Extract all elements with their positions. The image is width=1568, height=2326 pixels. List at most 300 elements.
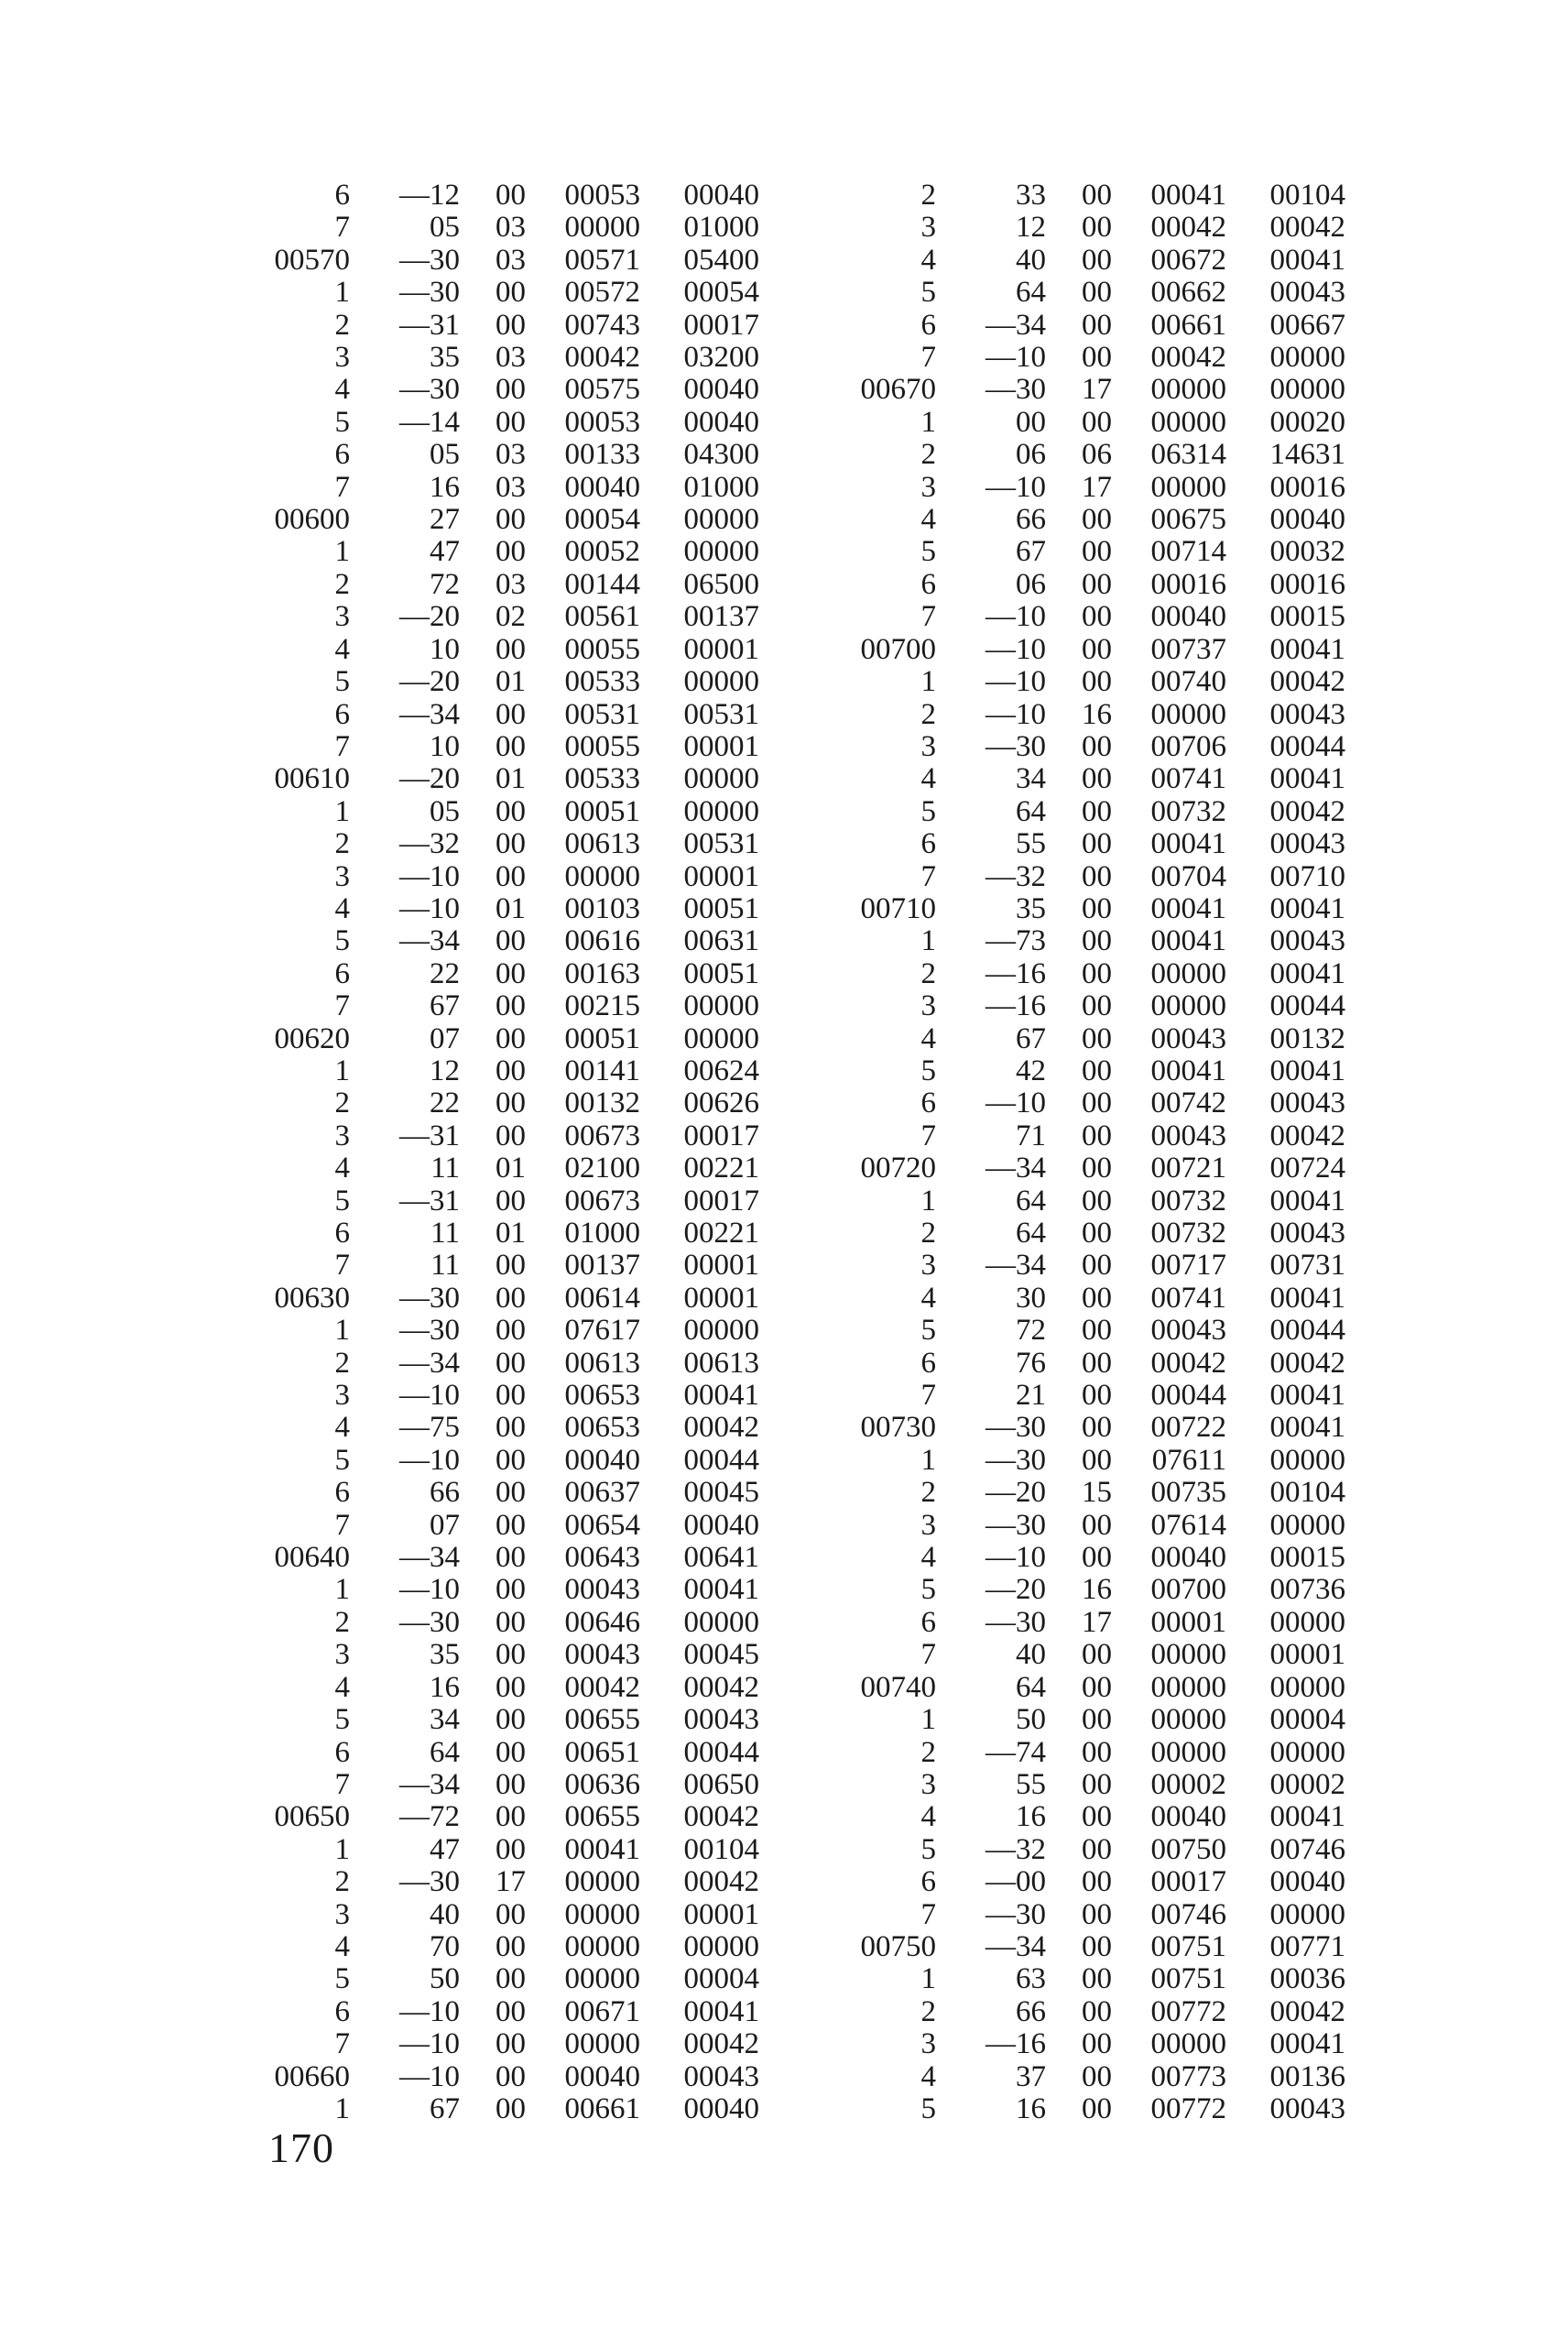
modifier-cell: 00 xyxy=(1082,1800,1112,1834)
operand-b-cell: 00044 xyxy=(683,1443,759,1477)
modifier-cell: 00 xyxy=(495,1800,526,1834)
opcode-cell: —10 xyxy=(985,1087,1046,1120)
opcode-cell: 37 xyxy=(1016,2059,1046,2093)
right-code-row xyxy=(833,1737,1345,1769)
opcode-cell: —73 xyxy=(985,924,1046,958)
operand-b-cell: 00000 xyxy=(683,1605,759,1639)
modifier-cell: 00 xyxy=(1082,2091,1112,2125)
left-code-row xyxy=(247,731,759,763)
address-cell: 6 xyxy=(920,1865,936,1899)
operand-a-cell: 00163 xyxy=(564,956,640,990)
modifier-cell: 00 xyxy=(1082,924,1112,958)
opcode-cell: —30 xyxy=(985,373,1046,407)
operand-b-cell: 00641 xyxy=(683,1541,759,1575)
right-code-row xyxy=(833,796,1345,828)
address-cell: 6 xyxy=(920,308,936,342)
right-code-row xyxy=(833,958,1345,990)
address-cell: 3 xyxy=(334,600,350,634)
operand-b-cell: 00104 xyxy=(1269,179,1345,212)
opcode-cell: 22 xyxy=(430,956,460,990)
address-cell: 3 xyxy=(920,729,936,763)
address-cell: 7 xyxy=(920,600,936,634)
operand-b-cell: 00043 xyxy=(1269,697,1345,731)
opcode-cell: —30 xyxy=(985,1508,1046,1542)
operand-a-cell: 00000 xyxy=(564,1865,640,1899)
opcode-cell: —14 xyxy=(399,405,460,439)
left-code-row xyxy=(247,1348,759,1380)
modifier-cell: 01 xyxy=(495,665,526,699)
operand-b-cell: 00040 xyxy=(1269,503,1345,537)
operand-b-cell: 00043 xyxy=(1269,827,1345,861)
modifier-cell: 00 xyxy=(495,1476,526,1510)
modifier-cell: 00 xyxy=(1082,729,1112,763)
address-cell: 00710 xyxy=(860,891,936,925)
right-code-row xyxy=(833,1185,1345,1218)
opcode-cell: —20 xyxy=(985,1476,1046,1510)
opcode-cell: —30 xyxy=(985,1411,1046,1445)
modifier-cell: 00 xyxy=(495,1638,526,1672)
opcode-cell: 11 xyxy=(430,1249,460,1283)
opcode-cell: 33 xyxy=(1016,179,1046,212)
operand-a-cell: 00041 xyxy=(1150,924,1226,958)
opcode-cell: —16 xyxy=(985,989,1046,1023)
left-code-row xyxy=(247,1218,759,1250)
operand-a-cell: 00053 xyxy=(564,179,640,212)
modifier-cell: 01 xyxy=(495,1217,526,1250)
operand-a-cell: 00054 xyxy=(564,503,640,537)
address-cell: 5 xyxy=(334,665,350,699)
left-code-row xyxy=(247,1315,759,1347)
address-cell: 2 xyxy=(334,567,350,601)
address-cell: 7 xyxy=(920,341,936,375)
left-code-row xyxy=(247,601,759,633)
right-code-row xyxy=(833,374,1345,406)
modifier-cell: 00 xyxy=(495,859,526,893)
modifier-cell: 00 xyxy=(495,2091,526,2125)
operand-b-cell: 00040 xyxy=(1269,1865,1345,1899)
operand-a-cell: 00706 xyxy=(1150,729,1226,763)
operand-b-cell: 00020 xyxy=(1269,405,1345,439)
opcode-cell: 11 xyxy=(430,1217,460,1250)
operand-b-cell: 00001 xyxy=(683,1249,759,1283)
operand-b-cell: 00000 xyxy=(683,1929,759,1963)
right-code-row xyxy=(833,2061,1345,2093)
left-code-row xyxy=(247,180,759,212)
modifier-cell: 00 xyxy=(1082,243,1112,277)
operand-a-cell: 00055 xyxy=(564,632,640,666)
opcode-cell: 67 xyxy=(430,2091,460,2125)
address-cell: 00570 xyxy=(274,243,350,277)
address-cell: 7 xyxy=(920,1897,936,1931)
address-cell: 3 xyxy=(334,1119,350,1152)
page-number: 170 xyxy=(268,2124,334,2171)
modifier-cell: 00 xyxy=(1082,1021,1112,1055)
opcode-cell: 71 xyxy=(1016,1119,1046,1152)
opcode-cell: 66 xyxy=(1016,503,1046,537)
operand-a-cell: 00000 xyxy=(564,211,640,245)
operand-b-cell: 00001 xyxy=(683,729,759,763)
opcode-cell: 16 xyxy=(430,470,460,504)
operand-a-cell: 00002 xyxy=(1150,1767,1226,1801)
operand-b-cell: 00040 xyxy=(683,179,759,212)
opcode-cell: 50 xyxy=(1016,1703,1046,1737)
operand-a-cell: 00051 xyxy=(564,1021,640,1055)
address-cell: 00610 xyxy=(274,762,350,796)
operand-a-cell: 00533 xyxy=(564,665,640,699)
operand-b-cell: 00746 xyxy=(1269,1832,1345,1866)
operand-b-cell: 00631 xyxy=(683,924,759,958)
left-code-row xyxy=(247,893,759,925)
modifier-cell: 17 xyxy=(1082,1605,1112,1639)
operand-a-cell: 00000 xyxy=(1150,1703,1226,1737)
operand-b-cell: 00044 xyxy=(1269,729,1345,763)
right-code-row xyxy=(833,407,1345,439)
modifier-cell: 00 xyxy=(1082,1638,1112,1672)
opcode-cell: 64 xyxy=(1016,276,1046,310)
operand-a-cell: 00561 xyxy=(564,600,640,634)
operand-a-cell: 00732 xyxy=(1150,1184,1226,1218)
right-code-row xyxy=(833,1801,1345,1833)
opcode-cell: —10 xyxy=(399,2059,460,2093)
address-cell: 7 xyxy=(334,729,350,763)
left-code-row xyxy=(247,1801,759,1833)
operand-b-cell: 00624 xyxy=(683,1054,759,1087)
address-cell: 5 xyxy=(920,1314,936,1348)
operand-b-cell: 00042 xyxy=(1269,1119,1345,1152)
operand-b-cell: 00043 xyxy=(1269,2091,1345,2125)
operand-b-cell: 00000 xyxy=(683,762,759,796)
opcode-cell: —12 xyxy=(399,179,460,212)
opcode-cell: 35 xyxy=(1016,891,1046,925)
operand-b-cell: 00004 xyxy=(683,1962,759,1996)
opcode-cell: 21 xyxy=(1016,1379,1046,1413)
left-code-row xyxy=(247,1899,759,1931)
operand-b-cell: 00000 xyxy=(683,794,759,828)
operand-b-cell: 00041 xyxy=(683,1994,759,2028)
opcode-cell: —16 xyxy=(985,2027,1046,2061)
operand-b-cell: 00000 xyxy=(683,665,759,699)
operand-a-cell: 00017 xyxy=(1150,1865,1226,1899)
operand-b-cell: 00040 xyxy=(683,2091,759,2125)
address-cell: 4 xyxy=(920,1021,936,1055)
right-code-row xyxy=(833,1055,1345,1087)
operand-b-cell: 00041 xyxy=(1269,632,1345,666)
modifier-cell: 00 xyxy=(1082,1379,1112,1413)
modifier-cell: 00 xyxy=(1082,1994,1112,2028)
right-code-row xyxy=(833,1704,1345,1736)
operand-b-cell: 00000 xyxy=(683,989,759,1023)
operand-b-cell: 00042 xyxy=(1269,665,1345,699)
left-code-row xyxy=(247,699,759,731)
operand-b-cell: 00221 xyxy=(683,1152,759,1185)
modifier-cell: 00 xyxy=(1082,2059,1112,2093)
operand-b-cell: 00041 xyxy=(1269,1411,1345,1445)
right-code-row xyxy=(833,439,1345,471)
left-code-row xyxy=(247,666,759,698)
modifier-cell: 00 xyxy=(1082,1832,1112,1866)
modifier-cell: 00 xyxy=(1082,276,1112,310)
opcode-cell: —10 xyxy=(985,470,1046,504)
address-cell: 1 xyxy=(920,405,936,439)
address-cell: 1 xyxy=(334,276,350,310)
modifier-cell: 00 xyxy=(1082,1962,1112,1996)
address-cell: 2 xyxy=(920,1735,936,1769)
right-code-row xyxy=(833,1769,1345,1801)
operand-b-cell: 00041 xyxy=(1269,1800,1345,1834)
address-cell: 5 xyxy=(334,1703,350,1737)
address-cell: 3 xyxy=(920,211,936,245)
address-cell: 2 xyxy=(334,1346,350,1380)
right-code-row xyxy=(833,861,1345,893)
modifier-cell: 00 xyxy=(495,405,526,439)
opcode-cell: 06 xyxy=(1016,438,1046,472)
opcode-cell: —20 xyxy=(985,1573,1046,1607)
operand-b-cell: 00132 xyxy=(1269,1021,1345,1055)
operand-a-cell: 00673 xyxy=(564,1119,640,1152)
opcode-cell: 06 xyxy=(1016,567,1046,601)
operand-b-cell: 00045 xyxy=(683,1638,759,1672)
left-code-row xyxy=(247,1931,759,1963)
left-code-row xyxy=(247,1737,759,1769)
right-code-row xyxy=(833,1574,1345,1606)
address-cell: 00620 xyxy=(274,1021,350,1055)
opcode-cell: 40 xyxy=(1016,1638,1046,1672)
operand-b-cell: 00044 xyxy=(1269,1314,1345,1348)
right-code-row xyxy=(833,666,1345,698)
operand-a-cell: 00613 xyxy=(564,1346,640,1380)
address-cell: 2 xyxy=(920,956,936,990)
opcode-cell: —20 xyxy=(399,762,460,796)
operand-a-cell: 00661 xyxy=(1150,308,1226,342)
opcode-cell: 40 xyxy=(1016,243,1046,277)
operand-a-cell: 00714 xyxy=(1150,535,1226,569)
right-code-row xyxy=(833,1866,1345,1898)
modifier-cell: 17 xyxy=(1082,470,1112,504)
operand-a-cell: 00673 xyxy=(564,1184,640,1218)
right-code-row xyxy=(833,1023,1345,1055)
address-cell: 00660 xyxy=(274,2059,350,2093)
operand-a-cell: 00746 xyxy=(1150,1897,1226,1931)
operand-a-cell: 00662 xyxy=(1150,276,1226,310)
left-code-row xyxy=(247,1574,759,1606)
operand-a-cell: 00651 xyxy=(564,1735,640,1769)
opcode-cell: —10 xyxy=(399,891,460,925)
left-code-row xyxy=(247,407,759,439)
modifier-cell: 00 xyxy=(495,1929,526,1963)
operand-a-cell: 00636 xyxy=(564,1767,640,1801)
modifier-cell: 16 xyxy=(1082,697,1112,731)
operand-a-cell: 00144 xyxy=(564,567,640,601)
operand-b-cell: 00041 xyxy=(1269,891,1345,925)
operand-b-cell: 00000 xyxy=(683,503,759,537)
opcode-cell: —72 xyxy=(399,1800,460,1834)
opcode-cell: —34 xyxy=(399,1346,460,1380)
operand-b-cell: 00043 xyxy=(1269,924,1345,958)
right-code-row xyxy=(833,1218,1345,1250)
address-cell: 2 xyxy=(920,1476,936,1510)
operand-b-cell: 00736 xyxy=(1269,1573,1345,1607)
left-code-row xyxy=(247,1120,759,1152)
operand-a-cell: 00675 xyxy=(1150,503,1226,537)
address-cell: 3 xyxy=(920,989,936,1023)
operand-a-cell: 00653 xyxy=(564,1379,640,1413)
operand-b-cell: 00042 xyxy=(1269,794,1345,828)
operand-a-cell: 00042 xyxy=(1150,1346,1226,1380)
address-cell: 00600 xyxy=(274,503,350,537)
opcode-cell: 16 xyxy=(430,1670,460,1704)
operand-a-cell: 00052 xyxy=(564,535,640,569)
opcode-cell: 34 xyxy=(1016,762,1046,796)
modifier-cell: 00 xyxy=(1082,1443,1112,1477)
operand-a-cell: 00750 xyxy=(1150,1832,1226,1866)
left-code-row xyxy=(247,1250,759,1282)
opcode-cell: —10 xyxy=(399,1994,460,2028)
opcode-cell: —10 xyxy=(399,859,460,893)
opcode-cell: 07 xyxy=(430,1508,460,1542)
operand-a-cell: 00743 xyxy=(564,308,640,342)
operand-a-cell: 00772 xyxy=(1150,1994,1226,2028)
operand-b-cell: 00041 xyxy=(1269,1054,1345,1087)
left-code-row xyxy=(247,310,759,342)
modifier-cell: 00 xyxy=(1082,1929,1112,1963)
right-code-row xyxy=(833,1931,1345,1963)
operand-a-cell: 00000 xyxy=(1150,405,1226,439)
operand-b-cell: 00042 xyxy=(683,1670,759,1704)
operand-a-cell: 00655 xyxy=(564,1703,640,1737)
modifier-cell: 00 xyxy=(1082,1346,1112,1380)
right-code-row xyxy=(833,1542,1345,1574)
address-cell: 5 xyxy=(920,2091,936,2125)
left-code-row xyxy=(247,1704,759,1736)
operand-b-cell: 00000 xyxy=(1269,1897,1345,1931)
address-cell: 00630 xyxy=(274,1281,350,1315)
operand-b-cell: 00042 xyxy=(1269,1994,1345,2028)
operand-b-cell: 00042 xyxy=(683,1411,759,1445)
right-code-row xyxy=(833,504,1345,536)
address-cell: 1 xyxy=(920,665,936,699)
modifier-cell: 00 xyxy=(1082,956,1112,990)
modifier-cell: 00 xyxy=(1082,600,1112,634)
opcode-cell: —30 xyxy=(985,1605,1046,1639)
address-cell: 1 xyxy=(920,924,936,958)
opcode-cell: —10 xyxy=(399,1443,460,1477)
operand-a-cell: 00132 xyxy=(564,1087,640,1120)
operand-a-cell: 07617 xyxy=(564,1314,640,1348)
operand-b-cell: 00000 xyxy=(1269,373,1345,407)
modifier-cell: 00 xyxy=(1082,1411,1112,1445)
operand-b-cell: 00104 xyxy=(1269,1476,1345,1510)
modifier-cell: 03 xyxy=(495,243,526,277)
opcode-cell: —00 xyxy=(985,1865,1046,1899)
left-code-row xyxy=(247,2028,759,2060)
modifier-cell: 00 xyxy=(495,1573,526,1607)
left-code-row xyxy=(247,1963,759,1995)
left-code-row xyxy=(247,634,759,666)
modifier-cell: 00 xyxy=(495,1281,526,1315)
left-code-table xyxy=(247,180,759,2125)
operand-a-cell: 00215 xyxy=(564,989,640,1023)
opcode-cell: 64 xyxy=(1016,1670,1046,1704)
modifier-cell: 17 xyxy=(495,1865,526,1899)
operand-a-cell: 00016 xyxy=(1150,567,1226,601)
right-code-row xyxy=(833,245,1345,277)
opcode-cell: 35 xyxy=(430,341,460,375)
left-code-row xyxy=(247,212,759,244)
modifier-cell: 00 xyxy=(495,308,526,342)
address-cell: 00730 xyxy=(860,1411,936,1445)
operand-b-cell: 06500 xyxy=(683,567,759,601)
operand-a-cell: 00643 xyxy=(564,1541,640,1575)
right-code-row xyxy=(833,1639,1345,1671)
operand-b-cell: 00041 xyxy=(1269,2027,1345,2061)
right-code-row xyxy=(833,1510,1345,1542)
right-code-row xyxy=(833,925,1345,957)
modifier-cell: 00 xyxy=(495,1508,526,1542)
address-cell: 1 xyxy=(334,794,350,828)
opcode-cell: 47 xyxy=(430,535,460,569)
operand-a-cell: 00661 xyxy=(564,2091,640,2125)
operand-a-cell: 00103 xyxy=(564,891,640,925)
modifier-cell: 00 xyxy=(1082,1281,1112,1315)
operand-a-cell: 00531 xyxy=(564,697,640,731)
address-cell: 7 xyxy=(334,2027,350,2061)
operand-a-cell: 00700 xyxy=(1150,1573,1226,1607)
operand-a-cell: 00613 xyxy=(564,827,640,861)
address-cell: 2 xyxy=(920,179,936,212)
right-code-row xyxy=(833,1607,1345,1639)
opcode-cell: —74 xyxy=(985,1735,1046,1769)
operand-b-cell: 00051 xyxy=(683,891,759,925)
address-cell: 4 xyxy=(334,1929,350,1963)
operand-b-cell: 00731 xyxy=(1269,1249,1345,1283)
modifier-cell: 01 xyxy=(495,891,526,925)
left-code-row xyxy=(247,1023,759,1055)
operand-a-cell: 00133 xyxy=(564,438,640,472)
modifier-cell: 00 xyxy=(1082,341,1112,375)
right-code-row xyxy=(833,699,1345,731)
opcode-cell: —30 xyxy=(985,729,1046,763)
modifier-cell: 00 xyxy=(1082,405,1112,439)
operand-b-cell: 04300 xyxy=(683,438,759,472)
opcode-cell: —30 xyxy=(399,1314,460,1348)
operand-a-cell: 00043 xyxy=(564,1573,640,1607)
opcode-cell: 47 xyxy=(430,1832,460,1866)
operand-a-cell: 00041 xyxy=(1150,1054,1226,1087)
modifier-cell: 00 xyxy=(495,1021,526,1055)
operand-b-cell: 00042 xyxy=(683,1865,759,1899)
modifier-cell: 00 xyxy=(1082,1897,1112,1931)
right-code-row xyxy=(833,1672,1345,1704)
operand-a-cell: 00721 xyxy=(1150,1152,1226,1185)
address-cell: 7 xyxy=(334,470,350,504)
modifier-cell: 00 xyxy=(495,1314,526,1348)
operand-a-cell: 00575 xyxy=(564,373,640,407)
operand-a-cell: 00637 xyxy=(564,1476,640,1510)
modifier-cell: 00 xyxy=(1082,827,1112,861)
operand-b-cell: 00724 xyxy=(1269,1152,1345,1185)
address-cell: 2 xyxy=(334,1087,350,1120)
modifier-cell: 00 xyxy=(1082,891,1112,925)
opcode-cell: —30 xyxy=(399,243,460,277)
operand-b-cell: 00042 xyxy=(1269,211,1345,245)
address-cell: 4 xyxy=(920,762,936,796)
modifier-cell: 00 xyxy=(1082,1865,1112,1899)
left-code-row xyxy=(247,504,759,536)
operand-a-cell: 00053 xyxy=(564,405,640,439)
operand-a-cell: 00040 xyxy=(1150,600,1226,634)
operand-a-cell: 00000 xyxy=(1150,470,1226,504)
modifier-cell: 03 xyxy=(495,211,526,245)
